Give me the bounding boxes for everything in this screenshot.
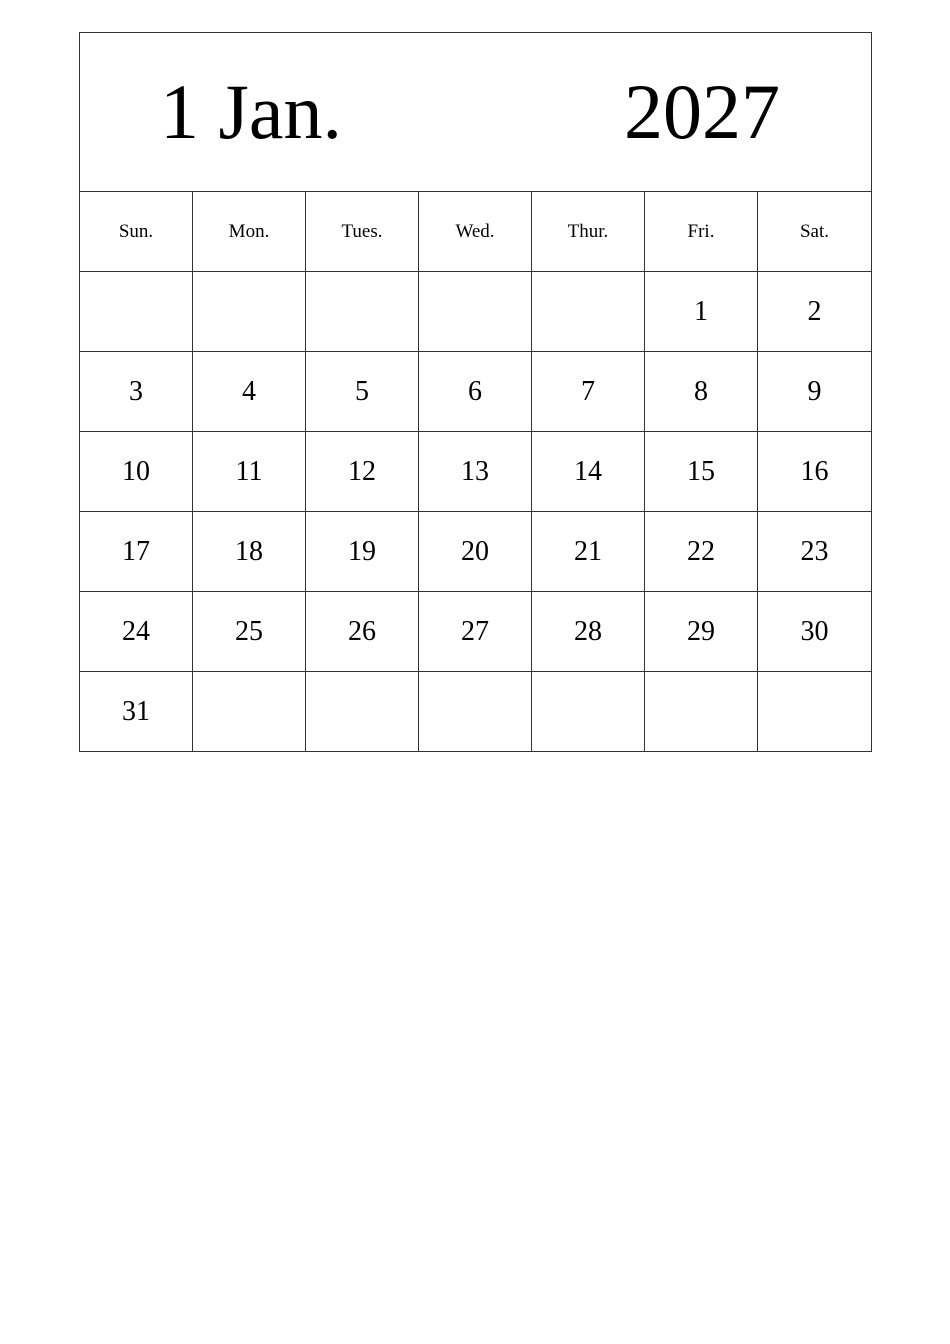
day-cell: 30: [758, 592, 872, 672]
day-cell: 4: [193, 352, 306, 432]
weekday-saturday: Sat.: [758, 192, 872, 272]
day-cell: [306, 272, 419, 352]
day-cell: 23: [758, 512, 872, 592]
year-label: 2027: [624, 68, 780, 155]
day-cell: 29: [645, 592, 758, 672]
day-cell: 26: [306, 592, 419, 672]
day-cell: 24: [80, 592, 193, 672]
day-cell: [532, 672, 645, 752]
week-row-3: [80, 432, 872, 512]
day-cell: 22: [645, 512, 758, 592]
day-cell: 20: [419, 512, 532, 592]
day-cell: 18: [193, 512, 306, 592]
day-cell: [193, 272, 306, 352]
day-cell: [532, 272, 645, 352]
weekday-sunday: Sun.: [80, 192, 193, 272]
day-cell: [419, 272, 532, 352]
weekday-wednesday: Wed.: [419, 192, 532, 272]
week-row-2: [80, 352, 872, 432]
weekday-monday: Mon.: [193, 192, 306, 272]
weekday-thursday: Thur.: [532, 192, 645, 272]
weekday-tuesday: Tues.: [306, 192, 419, 272]
day-cell: 17: [80, 512, 193, 592]
day-cell: 21: [532, 512, 645, 592]
day-cell: [758, 672, 872, 752]
day-cell: 13: [419, 432, 532, 512]
day-cell: 25: [193, 592, 306, 672]
day-cell: [419, 672, 532, 752]
week-row-5: [80, 592, 872, 672]
day-cell: 16: [758, 432, 872, 512]
day-cell: 28: [532, 592, 645, 672]
calendar-table: [79, 32, 872, 752]
weekday-header-row: [80, 192, 872, 272]
week-row-1: [80, 272, 872, 352]
day-cell: [306, 672, 419, 752]
week-row-4: [80, 512, 872, 592]
day-cell: 14: [532, 432, 645, 512]
day-cell: 8: [645, 352, 758, 432]
weekday-friday: Fri.: [645, 192, 758, 272]
day-cell: 6: [419, 352, 532, 432]
day-cell: 27: [419, 592, 532, 672]
day-cell: 3: [80, 352, 193, 432]
day-cell: 2: [758, 272, 872, 352]
day-cell: 15: [645, 432, 758, 512]
day-cell: 12: [306, 432, 419, 512]
day-cell: [193, 672, 306, 752]
day-cell: 11: [193, 432, 306, 512]
day-cell: 1: [645, 272, 758, 352]
week-row-6: [80, 672, 872, 752]
day-cell: 5: [306, 352, 419, 432]
day-cell: 10: [80, 432, 193, 512]
day-cell: [80, 272, 193, 352]
day-cell: 31: [80, 672, 193, 752]
day-cell: 19: [306, 512, 419, 592]
day-cell: 9: [758, 352, 872, 432]
month-label: 1 Jan.: [160, 68, 342, 155]
calendar-header-row: [80, 33, 872, 192]
calendar-header: [80, 33, 872, 192]
day-cell: [645, 672, 758, 752]
day-cell: 7: [532, 352, 645, 432]
